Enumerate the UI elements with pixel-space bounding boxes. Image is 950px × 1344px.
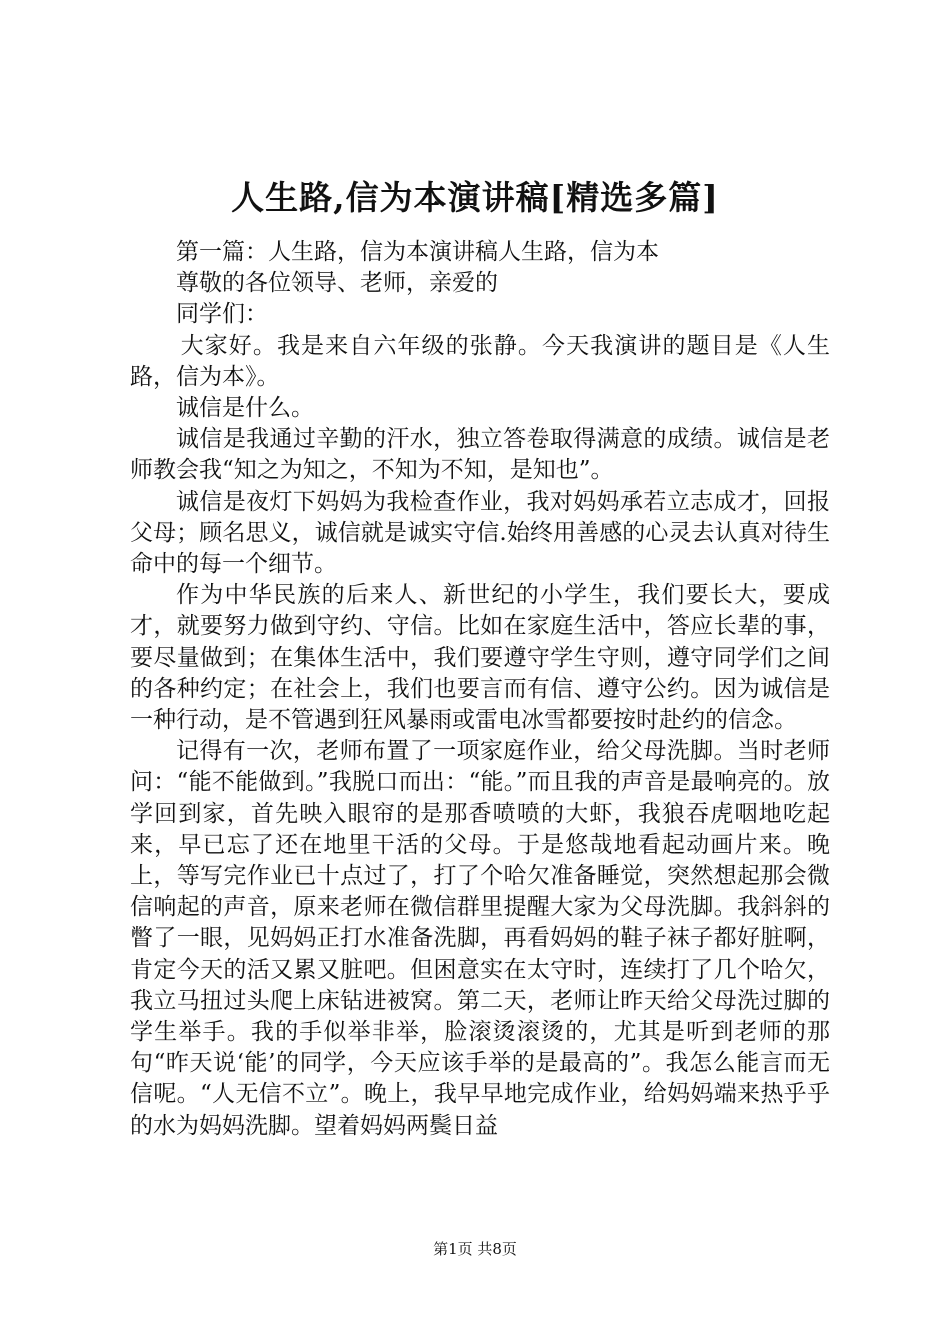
paragraph-1: 第一篇：人生路，信为本演讲稿人生路，信为本 — [176, 239, 659, 265]
paragraph-8: 作为中华民族的后来人、新世纪的小学生，我们要长大，要成才，就要努力做到守约、守信。比如在家庭生活中，答应长辈的事，要尽量做到；在集体生活中，我们要遵守学生守则，遵守同学们之间的各种约定；在社会上，我们也要言而有信、遵守公约。因为诚信是一种行动，是不管遇到狂风暴雨或雷电冰雪都要按时赴约的信念。 — [130, 582, 830, 734]
page-number-footer: 第1页 共8页 — [433, 1240, 517, 1258]
paragraph-6: 诚信是我通过辛勤的汗水，独立答卷取得满意的成绩。诚信是老师教会我“知之为知之，不知为不知，是知也”。 — [130, 426, 830, 484]
paragraph-2: 尊敬的各位领导、老师，亲爱的 — [176, 270, 498, 297]
paragraph-4: 大家好。我是来自六年级的张静。今天我演讲的题目是《人生路，信为本》。 — [130, 332, 830, 390]
document-body — [130, 237, 830, 1142]
paragraph-5: 诚信是什么。 — [176, 395, 314, 422]
paragraph-7: 诚信是夜灯下妈妈为我检查作业，我对妈妈承若立志成才，回报父母；顾名思义，诚信就是诚实守信.始终用善感的心灵去认真对待生命中的每一个细节。 — [130, 488, 830, 578]
document-title: 人生路,信为本演讲稿[精选多篇] — [231, 178, 719, 217]
paragraph-3: 同学们： — [176, 301, 268, 328]
paragraph-9: 记得有一次，老师布置了一项家庭作业，给父母洗脚。当时老师问：“能不能做到。”我脱口而出：“能。”而且我的声音是最响亮的。放学回到家，首先映入眼帘的是那香喷喷的大虾，我狼吞虎咽地吃起来，早已忘了还在地里干活的父母。于是悠哉地看起动画片来。晚上，等写完作业已十点过了，打了个哈欠准备睡觉，突然想起那会微信响起的声音，原来老师在微信群里提醒大家为父母洗脚。我斜斜的瞥了一眼，见妈妈正打水准备洗脚，再看妈妈的鞋子袜子都好脏啊，肯定今天的活又累又脏吧。但困意实在太守时，连续打了几个哈欠，我立马扭过头爬上床钻进被窝。第二天，老师让昨天给父母洗过脚的学生举手。我的手似举非举，脸滚烫滚烫的，尤其是听到老师的那句“昨天说‘能’的同学，今天应该手举的是最高的”。我怎么能言而无信呢。“人无信不立”。晚上，我早早地完成作业，给妈妈端来热乎乎的水为妈妈洗脚。望着妈妈两鬓日益 — [130, 738, 830, 1139]
